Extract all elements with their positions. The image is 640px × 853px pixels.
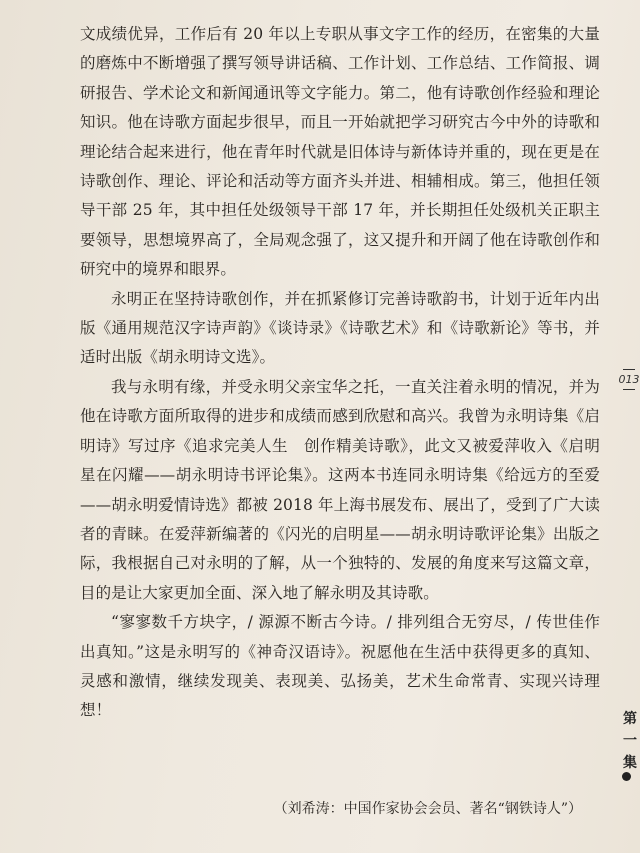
paragraph-1: 文成绩优异，工作后有 20 年以上专职从事文字工作的经历，在密集的大量的磨炼中不断增强了撰写领导讲话稿、工作计划、工作总结、工作简报、调研报告、学术论文和新闻通讯等文字能力。第二，他有诗歌创作经验和理论知识。他在诗歌方面起步很早，而且一开始就把学习研究古今中外的诗歌和理论结合起来进行，他在青年时代就是旧体诗与新体诗并重的，现在更是在诗歌创作、理论、评论和活动等方面齐头并进、相辅相成。第三，他担任领导干部 25 年，其中担任处级领导干部 17 年，并长期担任处级机关正职主要领导，思想境界高了，全局观念强了，这又提升和开阔了他在诗歌创作和研究中的境界和眼界。 xyxy=(80,25,600,279)
page-number-rule-bottom xyxy=(623,389,635,390)
paragraph-2: 永明正在坚持诗歌创作，并在抓紧修订完善诗歌韵书，计划于近年内出版《通用规范汉字诗声韵》《谈诗录》《诗歌艺术》和《诗歌新论》等书，并适时出版《胡永明诗文选》。 xyxy=(80,289,600,367)
volume-label-text: 第 一 集 xyxy=(623,711,637,771)
volume-label xyxy=(620,708,640,774)
page-number xyxy=(618,366,640,393)
paragraph-3: 我与永明有缘，并受永明父亲宝华之托，一直关注着永明的情况，并为他在诗歌方面所取得的进步和成绩而感到欣慰和高兴。我曾为永明诗集《启明诗》写过序《追求完美人生 创作精美诗歌》，此文又被爱萍收入《启明星在闪耀——胡永明诗书评论集》。这两本书连同永明诗集《给远方的至爱——胡永明爱情诗选》都被 2018 年上海书展发布、展出了，受到了广大读者的青睐。在爱萍新编著的《闪光的启明星——胡永明诗歌评论集》出版之际，我根据自己对永明的了解，从一个独特的、发展的角度来写这篇文章，目的是让大家更加全面、深入地了解永明及其诗歌。 xyxy=(80,377,600,602)
page-number-rule-top xyxy=(623,369,635,370)
page-number-text: 013 xyxy=(618,373,640,386)
section-dot-icon xyxy=(622,772,631,781)
body-text xyxy=(80,20,600,726)
author-signature: （刘希涛：中国作家协会会员、著名“钢铁诗人”） xyxy=(273,801,582,817)
paragraph-4: “寥寥数千方块字，/ 源源不断古今诗。/ 排列组合无穷尽，/ 传世佳作出真知。”这是永明写的《神奇汉语诗》。祝愿他在生活中获得更多的真知、灵感和激情，继续发现美、表现美、弘扬美，艺术生命常青、实现兴诗理想！ xyxy=(80,613,600,720)
